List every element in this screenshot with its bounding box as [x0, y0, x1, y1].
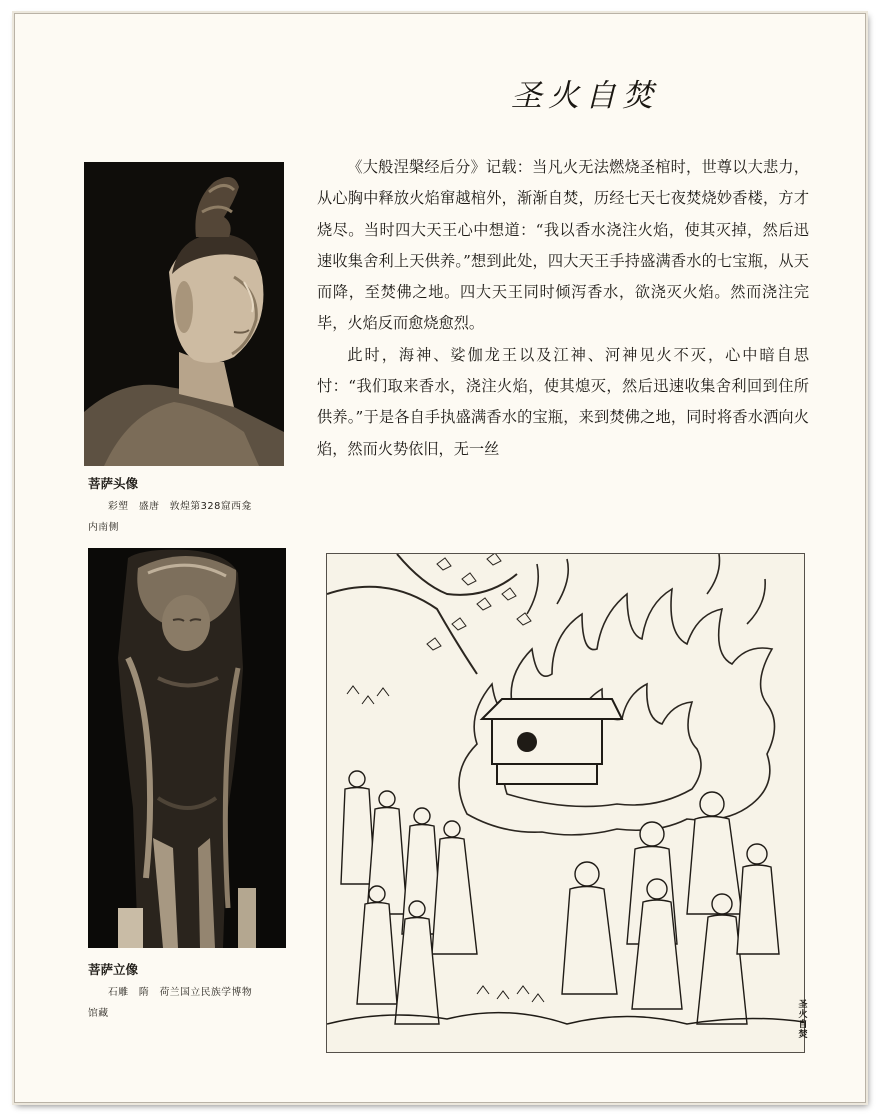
article-body [317, 152, 809, 465]
paragraph-1: 《大般涅槃经后分》记载：当凡火无法燃烧圣棺时，世尊以大悲力，从心胸中释放火焰窜越棺外，渐渐自焚，历经七天七夜焚烧妙香楼，方才烧尽。当时四大天王心中想道：“我以香水浇注火焰，使其灭掉，然后迅速收集舍利上天供养。”想到此处，四大天王手持盛满香水的七宝瓶，从天而降，至焚佛之地。四大天王同时倾泻香水，欲浇灭火焰。然而浇注完毕，火焰反而愈烧愈烈。 [317, 158, 809, 333]
sacred-fire-illustration [326, 553, 805, 1053]
figure1-caption-title: 菩萨头像 [88, 476, 139, 491]
paragraph-2: 此时，海神、娑伽龙王以及江神、河神见火不灭，心中暗自思忖：“我们取来香水，浇注火焰，使其熄灭，然后迅速收集舍利回到住所供养。”于是各自手执盛满香水的宝瓶，来到焚佛之地，同时将香水洒向火焰，然而火势依旧，无一丝 [317, 345, 809, 458]
illustration-caption: 圣火自焚 [798, 1000, 808, 1040]
figure2-caption-line1: 石雕 隋 荷兰国立民族学博物 [108, 987, 253, 998]
figure1-caption-line1: 彩塑 盛唐 敦煌第328窟西龛 [108, 501, 252, 512]
figure1-caption-line2: 内南侧 [88, 522, 119, 533]
figure2-caption-line2: 馆藏 [88, 1008, 109, 1019]
fire-scene-drawing [327, 554, 804, 1052]
bodhisattva-head-photo [84, 162, 284, 466]
figure1-caption-detail-2 [88, 517, 119, 539]
figure1-caption-detail [108, 496, 298, 518]
bodhisattva-statue-photo [88, 548, 286, 948]
figure2-caption-title: 菩萨立像 [88, 962, 139, 977]
figure2-caption-detail [108, 982, 298, 1004]
figure2-caption-detail-2 [88, 1003, 109, 1025]
page-title: 圣火自焚 [511, 78, 659, 114]
